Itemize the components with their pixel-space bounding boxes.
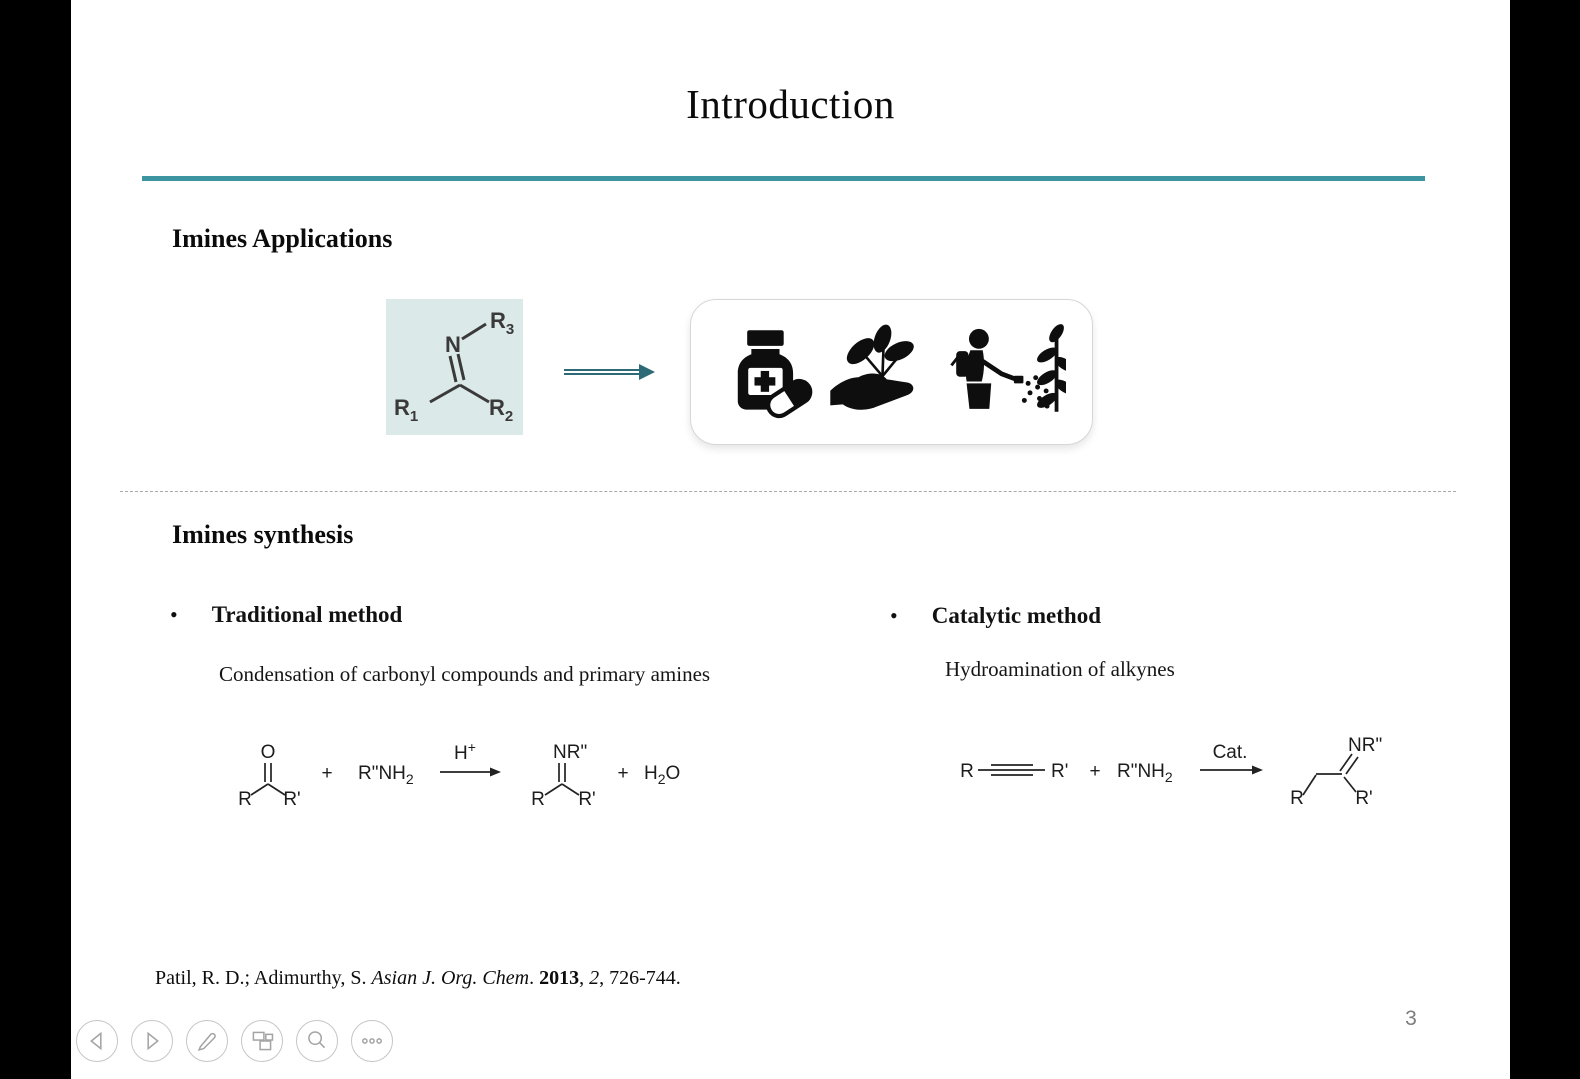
imine-nr-label: NR" [553,742,588,763]
zoom-button[interactable] [296,1020,338,1062]
imine-r2-label: $R_2$ [489,395,514,425]
bullet-glyph: • [170,602,178,627]
section-divider [120,491,1456,492]
product-r-label: R [1290,788,1304,809]
medicine-icon [717,324,817,420]
synthesis-heading: Imines synthesis [172,520,354,549]
see-all-slides-button[interactable] [241,1020,283,1062]
citation-sep: . [529,967,540,989]
condensation-reaction-scheme [228,726,708,811]
alkyne-r-label: R [960,761,974,782]
citation-journal: Asian J. Org. Chem [371,967,530,989]
applications-heading: Imines Applications [172,224,393,253]
crop-spraying-icon [924,324,1066,420]
plus-sign: + [321,763,333,784]
right-arrow-icon [560,360,660,384]
bullet-glyph: • [890,603,898,628]
imine-structure-image [386,299,523,435]
traditional-method-subtitle: Condensation of carbonyl compounds and primary amines [219,662,711,686]
catalytic-method-subtitle: Hydroamination of alkynes [945,657,1175,681]
product-rprime-label: R' [1355,788,1373,809]
slide-number: 3 [1405,1007,1417,1030]
more-options-button[interactable] [351,1020,393,1062]
product-nr-label: NR" [1348,735,1383,756]
catalyst-condition-label: Cat. [1212,742,1248,763]
slide-title: Introduction [686,81,895,127]
hydroamination-reaction-scheme [945,722,1395,812]
imine-rprime-label: R' [578,789,596,810]
accent-rule [142,176,1425,181]
next-slide-button[interactable] [131,1020,173,1062]
traditional-method-item [170,602,402,628]
citation [155,967,681,990]
see-all-slides-icon [242,1020,282,1062]
catalytic-method-title: Catalytic method [931,603,1101,628]
ketone-rprime-label: R' [283,789,301,810]
citation-authors: Patil, R. D.; Adimurthy, S. [155,967,372,989]
pen-button[interactable] [186,1020,228,1062]
plus-sign: + [617,763,629,784]
plus-sign: + [1089,761,1101,782]
next-arrow-icon [132,1020,172,1062]
imine-r-label: R [531,789,545,810]
catalytic-method-item [890,603,1101,629]
imine-structure-drawing [386,299,523,435]
hand-plant-icon [821,324,921,420]
alkyne-rprime-label: R' [1051,761,1069,782]
applications-icons-panel [690,299,1093,445]
presentation-slide [71,0,1510,1079]
previous-arrow-icon [77,1020,117,1062]
citation-year: 2013 [539,967,580,989]
magnifier-icon [297,1020,337,1062]
acid-condition-label: H+ [454,739,476,764]
slide-title-wrap [71,80,1510,128]
imine-r3-label: $R_3$ [490,308,515,338]
citation-pages: , 726-744. [599,967,681,989]
imine-n-label: N [445,332,461,357]
amine-label: $R"NH_2$ [358,763,414,787]
previous-slide-button[interactable] [76,1020,118,1062]
traditional-method-title: Traditional method [211,602,403,627]
ketone-r-label: R [238,789,252,810]
ellipsis-icon [352,1020,392,1062]
imine-r1-label: $R_1$ [394,395,419,425]
citation-volume: 2 [589,967,600,989]
amine-label: $R"NH_2$ [1117,761,1173,785]
carbonyl-o-label: O [260,742,276,763]
pen-icon [187,1020,227,1062]
citation-sep: , [579,967,590,989]
presenter-toolbar [76,1020,393,1062]
water-label: $H_2O$ [644,763,681,787]
